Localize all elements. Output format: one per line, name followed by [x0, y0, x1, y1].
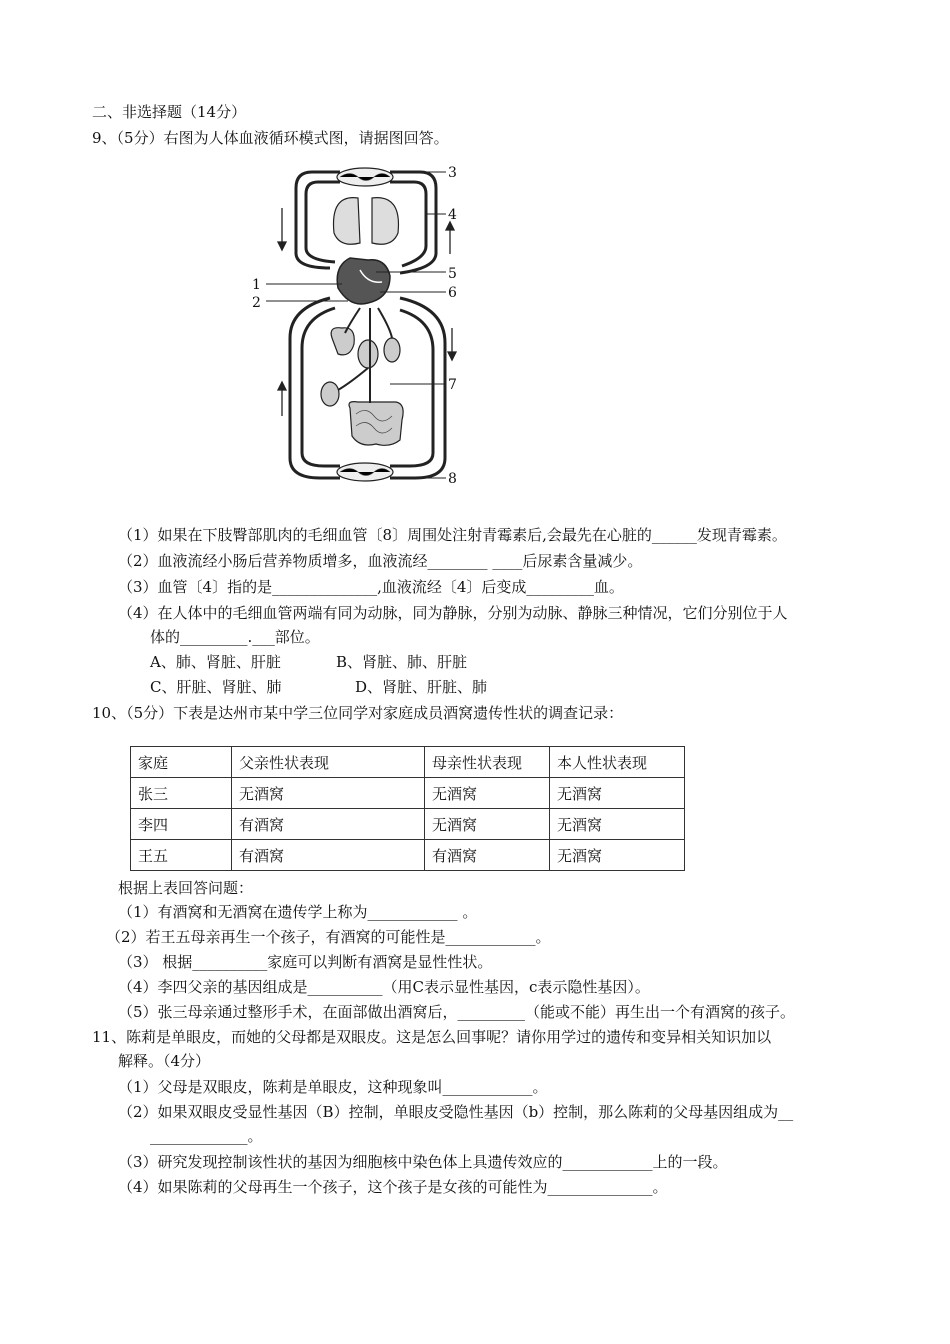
- q9-stem: 9、（5分）右图为人体血液循环模式图，请据图回答。: [92, 129, 449, 147]
- table-header-cell: 母亲性状表现: [425, 747, 550, 778]
- q10-sub2: （2）若王五母亲再生一个孩子，有酒窝的可能性是____________。: [106, 928, 551, 946]
- q11-sub3: （3）研究发现控制该性状的基因为细胞核中染色体上具遗传效应的____________上的一段。: [118, 1153, 728, 1171]
- table-row: [131, 809, 685, 840]
- table-cell: 无酒窝: [550, 840, 685, 871]
- diagram-label: 7: [448, 377, 457, 393]
- q10-sub5: （5）张三母亲通过整形手术，在面部做出酒窝后，_________（能或不能）再生出一个有酒窝的孩子。: [118, 1003, 796, 1021]
- blood-circulation-diagram: [250, 158, 480, 498]
- q10-sub3: （3） 根据__________家庭可以判断有酒窝是显性性状。: [118, 953, 493, 971]
- table-row: [131, 778, 685, 809]
- table-cell: 有酒窝: [232, 809, 425, 840]
- diagram-label: 5: [448, 266, 457, 282]
- diagram-label: 8: [448, 471, 457, 487]
- q11-sub2-line1: （2）如果双眼皮受显性基因（B）控制，单眼皮受隐性基因（b）控制，那么陈莉的父母基因组成为__: [118, 1103, 794, 1121]
- q11-sub2-line2: _____________。: [150, 1127, 263, 1145]
- table-header-cell: 本人性状表现: [550, 747, 685, 778]
- table-cell: 张三: [131, 778, 232, 809]
- table-cell: 无酒窝: [425, 809, 550, 840]
- q11-sub4: （4）如果陈莉的父母再生一个孩子，这个孩子是女孩的可能性为______________。: [118, 1178, 668, 1196]
- option-a: A、肺、肾脏、肝脏: [150, 653, 281, 671]
- q10-lead: 根据上表回答问题：: [118, 879, 254, 897]
- q11-sub1: （1）父母是双眼皮，陈莉是单眼皮，这种现象叫____________。: [118, 1078, 548, 1096]
- diagram-label: 1: [252, 277, 261, 293]
- table-cell: 有酒窝: [232, 840, 425, 871]
- diagram-label: 2: [252, 295, 261, 311]
- q10-sub4: （4）李四父亲的基因组成是__________（用C表示显性基因，c表示隐性基因）。: [118, 978, 650, 996]
- table-header-cell: 家庭: [131, 747, 232, 778]
- option-b: B、肾脏、肺、肝脏: [336, 653, 468, 671]
- table-cell: 无酒窝: [425, 778, 550, 809]
- diagram-label: 4: [448, 207, 457, 223]
- table-cell: 无酒窝: [232, 778, 425, 809]
- q10-stem: 10、（5分）下表是达州市某中学三位同学对家庭成员酒窝遗传性状的调查记录：: [92, 704, 624, 722]
- table-cell: 李四: [131, 809, 232, 840]
- section-title: 二、非选择题（14分）: [92, 103, 247, 121]
- q10-sub1: （1）有酒窝和无酒窝在遗传学上称为____________ 。: [118, 903, 478, 921]
- q9-sub4-line2: 体的_________.___部位。: [150, 628, 320, 646]
- table-cell: 有酒窝: [425, 840, 550, 871]
- q9-sub2: （2）血液流经小肠后营养物质增多，血液流经________ ____后尿素含量减少。: [118, 552, 643, 570]
- table-cell: 无酒窝: [550, 809, 685, 840]
- diagram-label: 3: [448, 165, 457, 181]
- table-cell: 王五: [131, 840, 232, 871]
- table-header-cell: 父亲性状表现: [232, 747, 425, 778]
- q11-stem-line1: 11、陈莉是单眼皮，而她的父母都是双眼皮。这是怎么回事呢？请你用学过的遗传和变异相关知识加以: [92, 1028, 772, 1046]
- option-c: C、肝脏、肾脏、肺: [150, 678, 282, 696]
- table-cell: 无酒窝: [550, 778, 685, 809]
- table-row: [131, 840, 685, 871]
- option-d: D、肾脏、肝脏、肺: [355, 678, 488, 696]
- q9-sub4-line1: （4）在人体中的毛细血管两端有同为动脉，同为静脉，分别为动脉、静脉三种情况，它们分别位于人: [118, 604, 788, 622]
- q9-sub1: （1）如果在下肢臀部肌肉的毛细血管〔8〕周围处注射青霉素后,会最先在心脏的______发现青霉素。: [118, 526, 787, 544]
- diagram-label: 6: [448, 285, 457, 301]
- dimple-survey-table: [130, 746, 685, 871]
- table-header-row: [131, 747, 685, 778]
- q11-stem-line2: 解释。（4分）: [118, 1052, 211, 1070]
- q9-sub3: （3）血管〔4〕指的是______________,血液流经〔4〕后变成_________血。: [118, 578, 624, 596]
